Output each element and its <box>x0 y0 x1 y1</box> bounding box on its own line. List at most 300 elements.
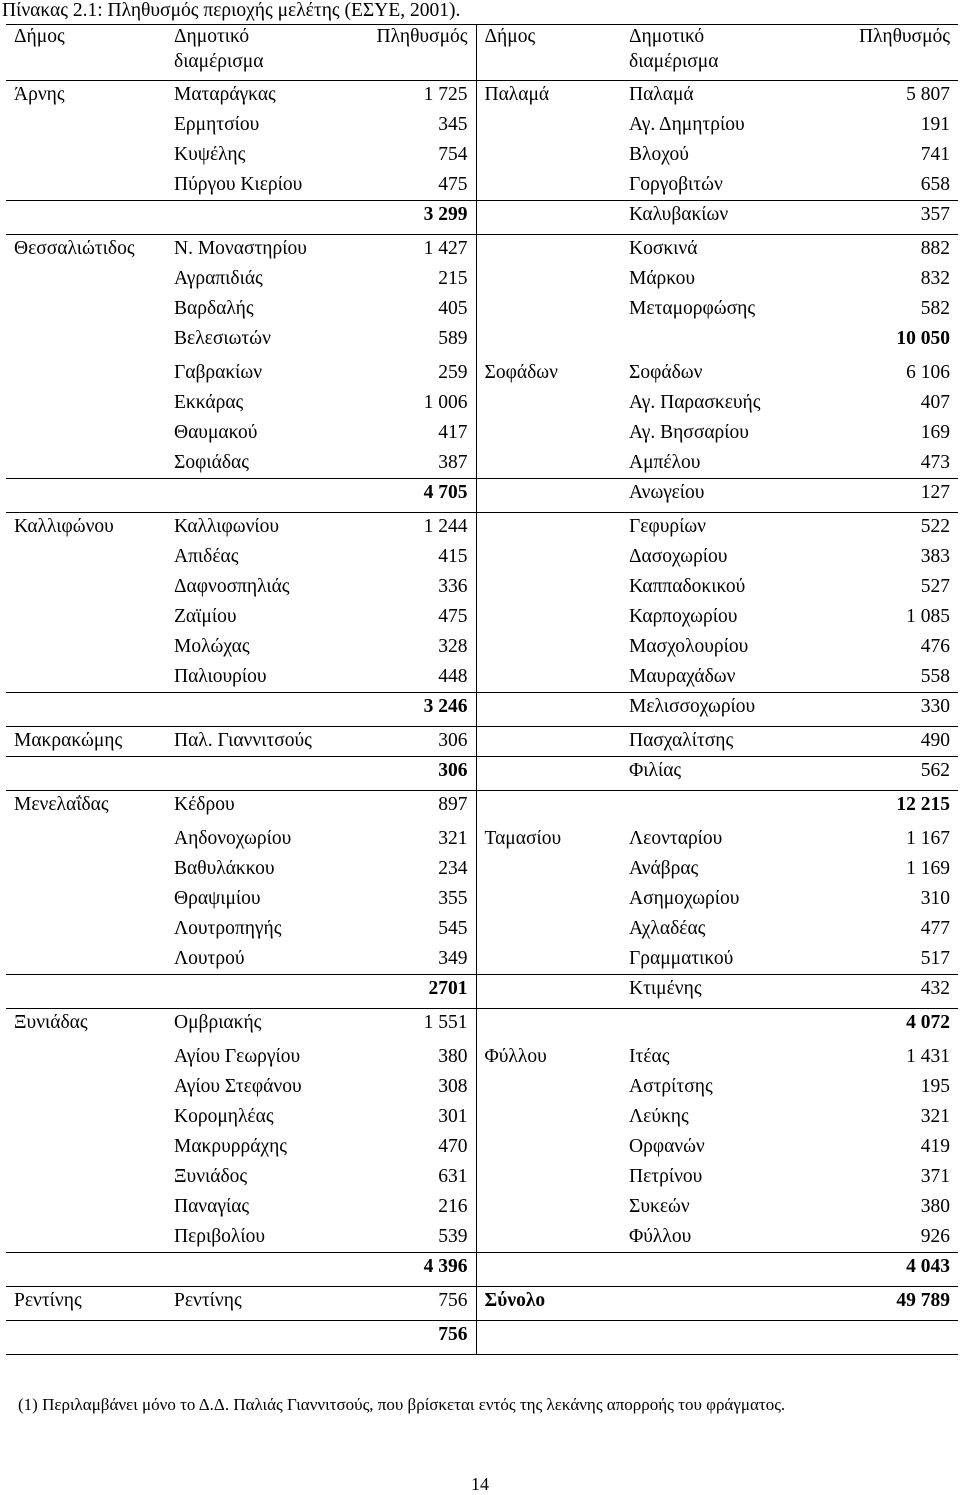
cell-plithysmos: 306 <box>438 730 468 751</box>
cell-diamerisma: Ζαϊμίου <box>174 606 237 627</box>
table-row <box>6 200 958 234</box>
cell-plithysmos: 545 <box>438 918 468 939</box>
cell-dimos-right <box>476 324 621 358</box>
cell-diamerisma: Παλ. Γιαννιτσούς <box>174 730 312 751</box>
cell-dimos-right: Σοφάδων <box>476 358 621 388</box>
cell-dimos-right <box>476 944 621 974</box>
cell-plithysmos: 417 <box>438 422 468 443</box>
table-row <box>6 1102 958 1132</box>
cell-diamerisma: Βελεσιωτών <box>174 328 271 349</box>
cell-dimos-right <box>476 478 621 512</box>
cell-dimos: Μενελαΐδας <box>14 794 109 815</box>
cell-dimos-right <box>476 264 621 294</box>
table-row <box>6 602 958 632</box>
cell-dimos-right <box>476 1102 621 1132</box>
cell-plithysmos: 306 <box>438 760 468 781</box>
cell-dimos-right <box>476 790 621 824</box>
cell-plithysmos: 1 725 <box>423 84 468 105</box>
table-row <box>6 234 958 264</box>
cell-plithysmos: 234 <box>438 858 468 879</box>
cell-plithysmos: 756 <box>438 1324 468 1345</box>
cell-plithysmos: 216 <box>438 1196 468 1217</box>
cell-dimos <box>6 1162 166 1192</box>
table-row <box>6 1192 958 1222</box>
cell-diamerisma-right: Αμπέλου <box>629 452 701 473</box>
cell-dimos <box>6 944 166 974</box>
cell-dimos <box>6 358 166 388</box>
cell-plithysmos-right: 195 <box>920 1076 950 1097</box>
cell-plithysmos-right: 562 <box>920 760 950 781</box>
table-row <box>6 478 958 512</box>
cell-dimos-right <box>476 294 621 324</box>
cell-plithysmos: 756 <box>438 1290 468 1311</box>
cell-diamerisma: Καλλιφωνίου <box>174 516 280 537</box>
cell-diamerisma: Βαρδαλής <box>174 298 254 319</box>
cell-diamerisma: Απιδέας <box>174 546 239 567</box>
table-row <box>6 418 958 448</box>
cell-diamerisma: Σοφιάδας <box>174 452 249 473</box>
cell-diamerisma-right <box>621 1008 801 1042</box>
cell-dimos <box>6 756 166 790</box>
cell-plithysmos: 355 <box>438 888 468 909</box>
table-row <box>6 944 958 974</box>
cell-dimos-right <box>476 1072 621 1102</box>
cell-dimos <box>6 914 166 944</box>
cell-plithysmos: 1 427 <box>423 238 468 259</box>
table-row <box>6 110 958 140</box>
table-row <box>6 854 958 884</box>
cell-dimos-right <box>476 692 621 726</box>
cell-dimos <box>6 692 166 726</box>
rule-line <box>6 24 958 25</box>
cell-dimos: Θεσσαλιώτιδος <box>14 238 135 259</box>
cell-dimos-right <box>476 448 621 478</box>
cell-diamerisma: Ομβριακής <box>174 1012 262 1033</box>
table-row <box>6 512 958 542</box>
rule-line <box>6 692 958 693</box>
cell-dimos-right <box>476 1222 621 1252</box>
cell-diamerisma-right <box>621 324 801 358</box>
cell-dimos-right <box>476 542 621 572</box>
cell-dimos <box>6 1252 166 1286</box>
cell-diamerisma: Πύργου Κιερίου <box>174 174 303 195</box>
cell-diamerisma-right: Μαυραχάδων <box>629 666 736 687</box>
cell-dimos <box>6 264 166 294</box>
cell-dimos: Ξυνιάδας <box>14 1012 88 1033</box>
cell-plithysmos: 415 <box>438 546 468 567</box>
rule-line <box>6 512 958 513</box>
cell-dimos: Καλλιφώνου <box>14 516 114 537</box>
cell-dimos-right <box>476 1132 621 1162</box>
cell-diamerisma-right <box>621 1286 801 1320</box>
cell-dimos <box>6 1072 166 1102</box>
cell-dimos-right <box>476 388 621 418</box>
cell-diamerisma: Δαφνοσπηλιάς <box>174 576 290 597</box>
cell-diamerisma: Θραψιμίου <box>174 888 261 909</box>
cell-plithysmos-right: 127 <box>920 482 950 503</box>
cell-dimos-right <box>476 756 621 790</box>
cell-plithysmos: 1 006 <box>423 392 468 413</box>
cell-dimos-right: Σύνολο <box>476 1286 621 1320</box>
cell-diamerisma: Αγίου Στεφάνου <box>174 1076 302 1097</box>
table-row <box>6 790 958 824</box>
cell-diamerisma-right: Δασοχωρίου <box>629 546 728 567</box>
cell-diamerisma-right: Καππαδοκικού <box>629 576 746 597</box>
table-row <box>6 1132 958 1162</box>
cell-diamerisma: Αγραπιδιάς <box>174 268 263 289</box>
header-plithysmos-right: Πληθυσμός <box>859 26 950 47</box>
cell-plithysmos: 475 <box>438 606 468 627</box>
cell-dimos-right: Ταμασίου <box>476 824 621 854</box>
page-number: 14 <box>471 1474 489 1494</box>
cell-plithysmos-right: 1 167 <box>906 828 950 849</box>
cell-plithysmos-right: 832 <box>920 268 950 289</box>
cell-diamerisma-right: Γοργοβιτών <box>629 174 723 195</box>
cell-diamerisma-right: Λεύκης <box>629 1106 689 1127</box>
cell-plithysmos-right: 432 <box>920 978 950 999</box>
cell-plithysmos-right: 380 <box>920 1196 950 1217</box>
cell-dimos-right <box>476 1008 621 1042</box>
cell-plithysmos-right: 6 106 <box>906 362 950 383</box>
cell-dimos <box>6 140 166 170</box>
cell-diamerisma-right: Γραμματικού <box>629 948 734 969</box>
cell-dimos <box>6 1320 166 1354</box>
cell-plithysmos-right: 12 215 <box>896 794 950 815</box>
cell-plithysmos-right: 4 043 <box>906 1256 950 1277</box>
cell-dimos-right <box>476 1162 621 1192</box>
cell-plithysmos-right: 371 <box>920 1166 950 1187</box>
cell-diamerisma: Κορομηλέας <box>174 1106 274 1127</box>
cell-diamerisma-right: Ανάβρας <box>629 858 699 879</box>
table-row <box>6 662 958 692</box>
cell-dimos <box>6 324 166 358</box>
cell-plithysmos-right: 383 <box>920 546 950 567</box>
cell-dimos-right <box>476 200 621 234</box>
cell-dimos: Μακρακώμης <box>14 730 123 751</box>
cell-plithysmos: 1 244 <box>423 516 468 537</box>
cell-diamerisma: Περιβολίου <box>174 1226 266 1247</box>
cell-dimos <box>6 884 166 914</box>
table-row <box>6 1286 958 1320</box>
footnote: (1) Περιλαμβάνει μόνο το Δ.Δ. Παλιάς Γιαννιτσούς, που βρίσκεται εντός της λεκάνης απορροής του φράγματος. <box>18 1395 786 1414</box>
cell-diamerisma-right: Γεφυρίων <box>629 516 707 537</box>
table-row <box>6 140 958 170</box>
cell-diamerisma-right: Καλυβακίων <box>629 204 729 225</box>
table-row <box>6 692 958 726</box>
cell-dimos <box>6 974 166 1008</box>
cell-dimos <box>6 662 166 692</box>
cell-plithysmos: 380 <box>438 1046 468 1067</box>
table-row <box>6 1320 958 1354</box>
rule-line <box>6 234 958 235</box>
cell-dimos-right <box>476 110 621 140</box>
cell-plithysmos: 301 <box>438 1106 468 1127</box>
table-row <box>6 1162 958 1192</box>
rule-line <box>6 1252 958 1253</box>
cell-diamerisma-right: Καρποχωρίου <box>629 606 738 627</box>
cell-plithysmos: 589 <box>438 328 468 349</box>
cell-dimos-right <box>476 974 621 1008</box>
cell-diamerisma-right: Αγ. Δημητρίου <box>629 114 745 135</box>
cell-plithysmos: 897 <box>438 794 468 815</box>
cell-dimos <box>6 388 166 418</box>
cell-plithysmos: 539 <box>438 1226 468 1247</box>
rule-line <box>6 80 958 81</box>
cell-dimos <box>6 1132 166 1162</box>
cell-diamerisma: Λουτρού <box>174 948 245 969</box>
table-row <box>6 388 958 418</box>
cell-dimos-right <box>476 854 621 884</box>
cell-plithysmos-right: 321 <box>920 1106 950 1127</box>
cell-dimos <box>6 170 166 200</box>
cell-diamerisma-right: Αχλαδέας <box>629 918 706 939</box>
rule-line <box>6 726 958 727</box>
cell-dimos: Ρεντίνης <box>14 1290 82 1311</box>
cell-dimos <box>6 1222 166 1252</box>
table-row <box>6 1008 958 1042</box>
table-row <box>6 542 958 572</box>
cell-plithysmos-right: 477 <box>920 918 950 939</box>
cell-diamerisma: Αγίου Γεωργίου <box>174 1046 301 1067</box>
cell-dimos-right <box>476 140 621 170</box>
rule-line <box>6 974 958 975</box>
cell-plithysmos: 328 <box>438 636 468 657</box>
cell-plithysmos: 321 <box>438 828 468 849</box>
table-row <box>6 80 958 110</box>
cell-dimos <box>6 294 166 324</box>
table-row <box>6 448 958 478</box>
cell-diamerisma-right <box>621 790 801 824</box>
cell-diamerisma: Παλιουρίου <box>174 666 267 687</box>
cell-plithysmos-right: 582 <box>920 298 950 319</box>
cell-plithysmos-right: 407 <box>920 392 950 413</box>
cell-plithysmos-right: 49 789 <box>896 1290 950 1311</box>
cell-diamerisma-right: Πασχαλίτσης <box>629 730 734 751</box>
cell-diamerisma-right: Ασημοχωρίου <box>629 888 740 909</box>
cell-plithysmos: 308 <box>438 1076 468 1097</box>
cell-plithysmos-right: 5 807 <box>906 84 950 105</box>
cell-diamerisma: Βαθυλάκκου <box>174 858 275 879</box>
cell-dimos-right: Φύλλου <box>476 1042 621 1072</box>
cell-plithysmos-right: 476 <box>920 636 950 657</box>
table-row <box>6 1222 958 1252</box>
rule-line <box>6 790 958 791</box>
cell-diamerisma-right: Ιτέας <box>629 1046 670 1067</box>
cell-plithysmos: 215 <box>438 268 468 289</box>
table-row <box>6 294 958 324</box>
cell-diamerisma-right: Αγ. Παρασκευής <box>629 392 761 413</box>
table-row <box>6 572 958 602</box>
cell-dimos <box>6 478 166 512</box>
cell-plithysmos: 345 <box>438 114 468 135</box>
cell-dimos-right <box>476 884 621 914</box>
table-row <box>6 974 958 1008</box>
cell-plithysmos-right: 517 <box>920 948 950 969</box>
cell-diamerisma <box>166 692 326 726</box>
cell-plithysmos: 4 396 <box>423 1256 468 1277</box>
cell-dimos <box>6 572 166 602</box>
table-row <box>6 884 958 914</box>
cell-dimos-right <box>476 602 621 632</box>
cell-plithysmos: 631 <box>438 1166 468 1187</box>
cell-diamerisma: Μολώχας <box>174 636 250 657</box>
cell-diamerisma-right: Κτιμένης <box>629 978 702 999</box>
header-diamerisma: Δημοτικό διαμέρισμα <box>174 26 264 72</box>
cell-dimos <box>6 632 166 662</box>
cell-plithysmos: 259 <box>438 362 468 383</box>
cell-diamerisma <box>166 974 326 1008</box>
cell-diamerisma: Γαβρακίων <box>174 362 263 383</box>
cell-plithysmos-right: 741 <box>920 144 950 165</box>
cell-diamerisma-right <box>621 1252 801 1286</box>
cell-diamerisma: Ν. Μοναστηρίου <box>174 238 307 259</box>
cell-plithysmos: 754 <box>438 144 468 165</box>
cell-plithysmos: 4 705 <box>423 482 468 503</box>
table-caption: Πίνακας 2.1: Πληθυσμός περιοχής μελέτης (ΕΣΥΕ, 2001). <box>2 0 461 21</box>
cell-diamerisma-right: Ανωγείου <box>629 482 705 503</box>
cell-diamerisma-right: Μασχολουρίου <box>629 636 749 657</box>
cell-plithysmos-right: 882 <box>920 238 950 259</box>
cell-plithysmos-right: 473 <box>920 452 950 473</box>
cell-plithysmos-right: 1 169 <box>906 858 950 879</box>
cell-diamerisma-right: Μάρκου <box>629 268 696 289</box>
cell-diamerisma <box>166 200 326 234</box>
rule-line <box>6 1008 958 1009</box>
cell-diamerisma: Αηδονοχωρίου <box>174 828 292 849</box>
cell-plithysmos-right: 419 <box>920 1136 950 1157</box>
cell-diamerisma-right: Λεονταρίου <box>629 828 723 849</box>
cell-diamerisma-right: Μεταμορφώσης <box>629 298 756 319</box>
cell-dimos <box>6 854 166 884</box>
cell-plithysmos-right <box>801 1320 958 1354</box>
cell-plithysmos-right: 1 085 <box>906 606 950 627</box>
cell-plithysmos-right: 490 <box>920 730 950 751</box>
cell-plithysmos-right: 527 <box>920 576 950 597</box>
cell-plithysmos-right: 1 431 <box>906 1046 950 1067</box>
table-row <box>6 632 958 662</box>
cell-diamerisma <box>166 756 326 790</box>
cell-dimos <box>6 1102 166 1132</box>
table-row <box>6 756 958 790</box>
cell-dimos <box>6 418 166 448</box>
cell-dimos-right <box>476 662 621 692</box>
cell-plithysmos: 3 246 <box>423 696 468 717</box>
table-row <box>6 1042 958 1072</box>
population-table <box>6 24 958 1354</box>
cell-diamerisma: Ερμητσίου <box>174 114 260 135</box>
cell-plithysmos: 387 <box>438 452 468 473</box>
header-dimos: Δήμος <box>14 26 65 47</box>
cell-dimos-right <box>476 572 621 602</box>
cell-dimos-right <box>476 1320 621 1354</box>
cell-plithysmos: 349 <box>438 948 468 969</box>
cell-diamerisma-right: Κοσκινά <box>629 238 698 259</box>
cell-plithysmos: 2701 <box>428 978 468 999</box>
cell-plithysmos-right: 357 <box>920 204 950 225</box>
table-row <box>6 914 958 944</box>
cell-plithysmos-right: 522 <box>920 516 950 537</box>
cell-diamerisma: Μακρυρράχης <box>174 1136 288 1157</box>
header-plithysmos: Πληθυσμός <box>376 26 468 47</box>
cell-dimos-right <box>476 1192 621 1222</box>
cell-diamerisma-right: Φύλλου <box>629 1226 692 1247</box>
cell-plithysmos-right: 330 <box>920 696 950 717</box>
cell-dimos-right <box>476 632 621 662</box>
table-row <box>6 264 958 294</box>
rule-line <box>6 200 958 201</box>
cell-plithysmos-right: 169 <box>920 422 950 443</box>
cell-diamerisma-right: Αγ. Βησσαρίου <box>629 422 749 443</box>
cell-diamerisma-right: Ορφανών <box>629 1136 705 1157</box>
header-diamerisma-right: Δημοτικό διαμέρισμα <box>629 26 719 72</box>
cell-diamerisma: Κέδρου <box>174 794 235 815</box>
table-header-row <box>6 24 958 80</box>
cell-plithysmos: 448 <box>438 666 468 687</box>
cell-dimos <box>6 200 166 234</box>
cell-diamerisma-right: Σοφάδων <box>629 362 703 383</box>
cell-dimos <box>6 1042 166 1072</box>
cell-diamerisma-right <box>621 1320 801 1354</box>
cell-diamerisma <box>166 1252 326 1286</box>
cell-diamerisma <box>166 478 326 512</box>
cell-dimos <box>6 542 166 572</box>
cell-diamerisma: Εκκάρας <box>174 392 244 413</box>
cell-diamerisma: Λουτροπηγής <box>174 918 282 939</box>
cell-plithysmos-right: 310 <box>920 888 950 909</box>
cell-diamerisma-right: Πετρίνου <box>629 1166 703 1187</box>
cell-dimos: Άρνης <box>14 84 65 105</box>
cell-plithysmos-right: 926 <box>920 1226 950 1247</box>
cell-diamerisma-right: Συκεών <box>629 1196 690 1217</box>
rule-line <box>6 1286 958 1287</box>
cell-dimos-right <box>476 170 621 200</box>
cell-diamerisma: Ξυνιάδος <box>174 1166 248 1187</box>
cell-diamerisma: Κυψέλης <box>174 144 246 165</box>
cell-diamerisma: Ματαράγκας <box>174 84 276 105</box>
cell-plithysmos: 336 <box>438 576 468 597</box>
rule-line <box>6 1320 958 1321</box>
cell-diamerisma-right: Παλαμά <box>629 84 694 105</box>
table-row <box>6 824 958 854</box>
cell-dimos <box>6 824 166 854</box>
cell-dimos <box>6 110 166 140</box>
table-row <box>6 726 958 756</box>
cell-dimos-right: Παλαμά <box>476 80 621 110</box>
cell-dimos-right <box>476 418 621 448</box>
cell-diamerisma-right: Φιλίας <box>629 760 682 781</box>
cell-diamerisma: Θαυμακού <box>174 422 258 443</box>
cell-plithysmos-right: 558 <box>920 666 950 687</box>
rule-line <box>6 1354 958 1355</box>
table-row <box>6 1072 958 1102</box>
cell-dimos-right <box>476 726 621 756</box>
table-row <box>6 170 958 200</box>
cell-diamerisma: Παναγίας <box>174 1196 250 1217</box>
cell-dimos <box>6 1192 166 1222</box>
cell-diamerisma-right: Μελισσοχωρίου <box>629 696 756 717</box>
header-dimos-right: Δήμος <box>476 24 621 80</box>
cell-plithysmos: 1 551 <box>423 1012 468 1033</box>
cell-plithysmos-right: 4 072 <box>906 1012 950 1033</box>
cell-dimos-right <box>476 1252 621 1286</box>
cell-plithysmos-right: 10 050 <box>896 328 950 349</box>
table-row <box>6 358 958 388</box>
cell-dimos-right <box>476 914 621 944</box>
cell-diamerisma-right: Βλοχού <box>629 144 689 165</box>
cell-diamerisma-right: Αστρίτσης <box>629 1076 713 1097</box>
cell-dimos <box>6 602 166 632</box>
table-row <box>6 1252 958 1286</box>
